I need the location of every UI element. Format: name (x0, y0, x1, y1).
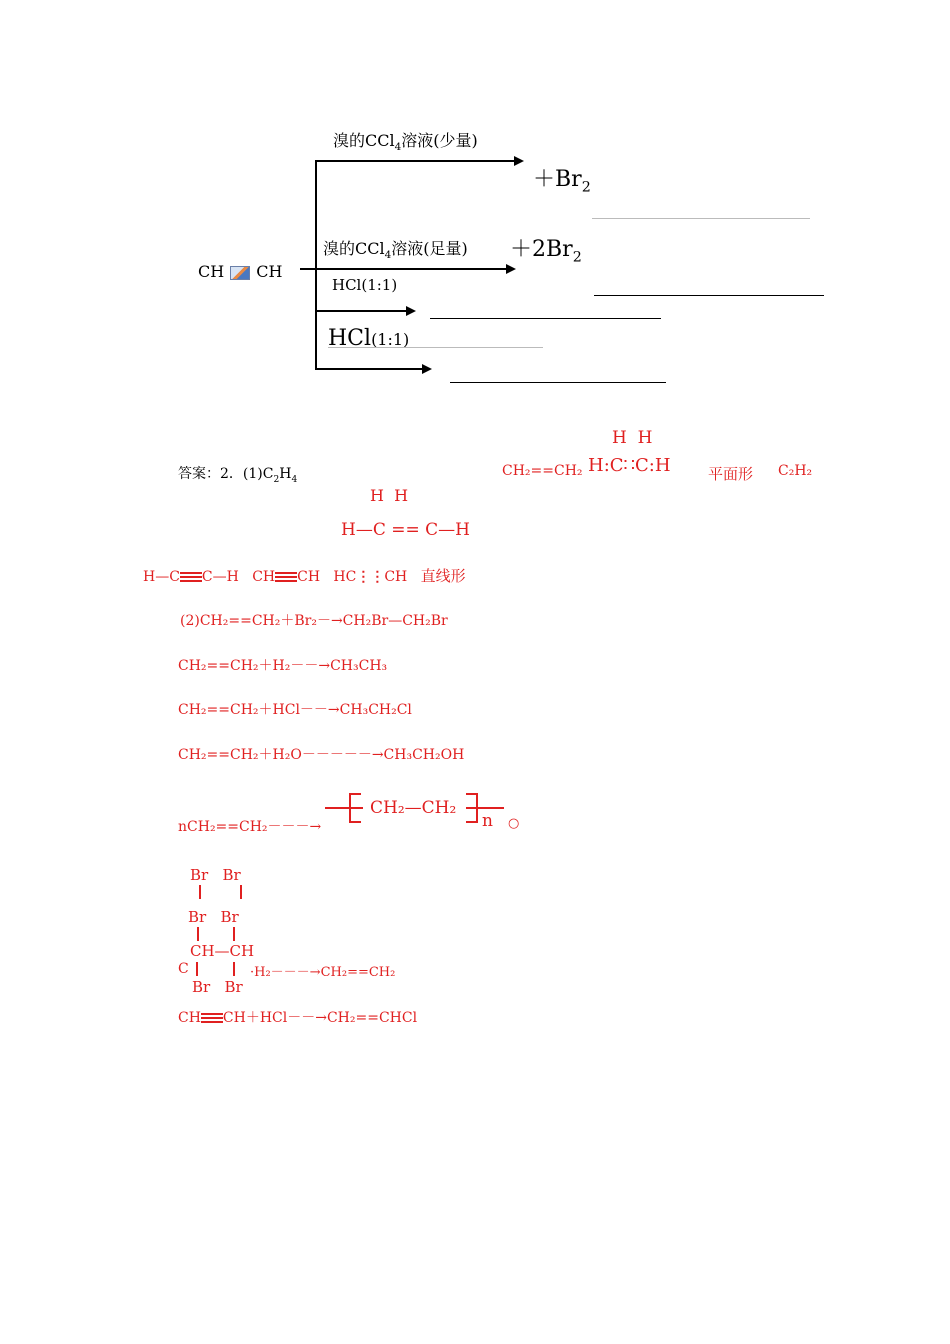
acetylene-formula: C₂H₂ (778, 463, 813, 479)
polymer-unit: CH₂—CH₂ (370, 798, 457, 818)
branch3-condition: HCl(1:1) (332, 276, 398, 294)
triple-bond-icon (275, 572, 297, 582)
branch4-arrowhead (422, 364, 432, 374)
equation-1: (2)CH₂==CH₂＋Br₂－→CH₂Br—CH₂Br (180, 613, 448, 629)
poly-right-bar (466, 807, 504, 809)
branch3-arrow-shaft (315, 310, 407, 312)
electron-dots-icon: ⋮⋮ (356, 569, 385, 585)
branch4-answer-blank (450, 382, 666, 383)
ch-ch-row: CH—CH (190, 942, 255, 960)
broken-image-icon (230, 266, 250, 280)
electron-h-top: H H (612, 428, 653, 448)
polymer-n: n (482, 811, 493, 831)
equation-2: CH₂==CH₂＋H₂－－→CH₃CH₃ (178, 658, 388, 674)
triple-bond-icon (201, 1013, 223, 1023)
branch2-arrowhead (506, 264, 516, 274)
trunk-line (315, 160, 317, 370)
branch4-arrow-shaft (315, 368, 423, 370)
branch1-arrowhead (514, 156, 524, 166)
branch1-condition: 溴的CCl$_4$溶液(少量) (333, 131, 478, 154)
struct-h-top: H H (370, 486, 409, 505)
acetylene-structures-line: H—C C—H CH CH HC⋮⋮CH 直线形 (143, 567, 466, 585)
branch2-reagent: $+2Br_2$ (510, 237, 582, 266)
poly-right-bracket-bottom (466, 821, 478, 823)
br-bottom-row: Br Br (192, 978, 243, 996)
equation-6-tail: ·H₂－－－→CH₂==CH₂ (250, 965, 396, 980)
branch2-answer-blank (594, 295, 824, 296)
answer-label: 答案：2．$(1)C_2H_4$ (178, 466, 298, 485)
ethylene-structural-formula: H—C == C—H (341, 520, 470, 540)
branch3-answer-blank (430, 318, 661, 319)
equation-6-c: C (178, 961, 189, 977)
poly-left-bracket-v (349, 793, 351, 823)
branch2-arrow-shaft (315, 268, 507, 270)
poly-left-bar (325, 807, 363, 809)
ch-bond-right (233, 962, 235, 976)
branch3-arrowhead (406, 306, 416, 316)
branch4-faint-line (328, 347, 543, 348)
equation-4: CH₂==CH₂＋H₂O－－－－－→CH₃CH₂OH (178, 747, 465, 763)
equation-3: CH₂==CH₂＋HCl－－→CH₃CH₂Cl (178, 702, 412, 718)
br-top-bond-right (240, 885, 242, 899)
branch2-condition: 溴的CCl$_4$溶液(足量) (323, 239, 468, 262)
branch1-arrow-shaft (315, 160, 515, 162)
start-right-ch: CH (256, 262, 283, 281)
branch1-answer-blank (592, 218, 810, 219)
poly-left-bracket-top (349, 793, 361, 795)
polymer-end-mark: ○ (508, 816, 520, 831)
branch1-reagent: $+Br_2$ (533, 167, 591, 196)
ethylene-formula: CH₂==CH₂ (502, 463, 583, 479)
equation-7: CH CH＋HCl－－→CH₂==CHCl (178, 1010, 418, 1026)
ethylene-electron-formula: H:C∷C:H (588, 455, 671, 476)
branch4-condition: HCl(1:1) (328, 326, 410, 351)
ethylene-shape: 平面形 (708, 465, 754, 483)
br-top-bond-left (199, 885, 201, 899)
equation-5-left: nCH₂==CH₂－－－→ (178, 819, 322, 835)
ch-bond-left (196, 962, 198, 976)
br-mid-bond-left (197, 927, 199, 941)
stub-line (300, 268, 316, 270)
br-mid-bond-right (233, 927, 235, 941)
start-left-ch: CH (198, 262, 225, 281)
triple-bond-icon (180, 572, 202, 582)
br-mid-row: Br Br (188, 908, 239, 926)
poly-left-bracket-bottom (349, 821, 361, 823)
br-top-row: Br Br (190, 866, 241, 884)
starting-material (198, 262, 282, 281)
